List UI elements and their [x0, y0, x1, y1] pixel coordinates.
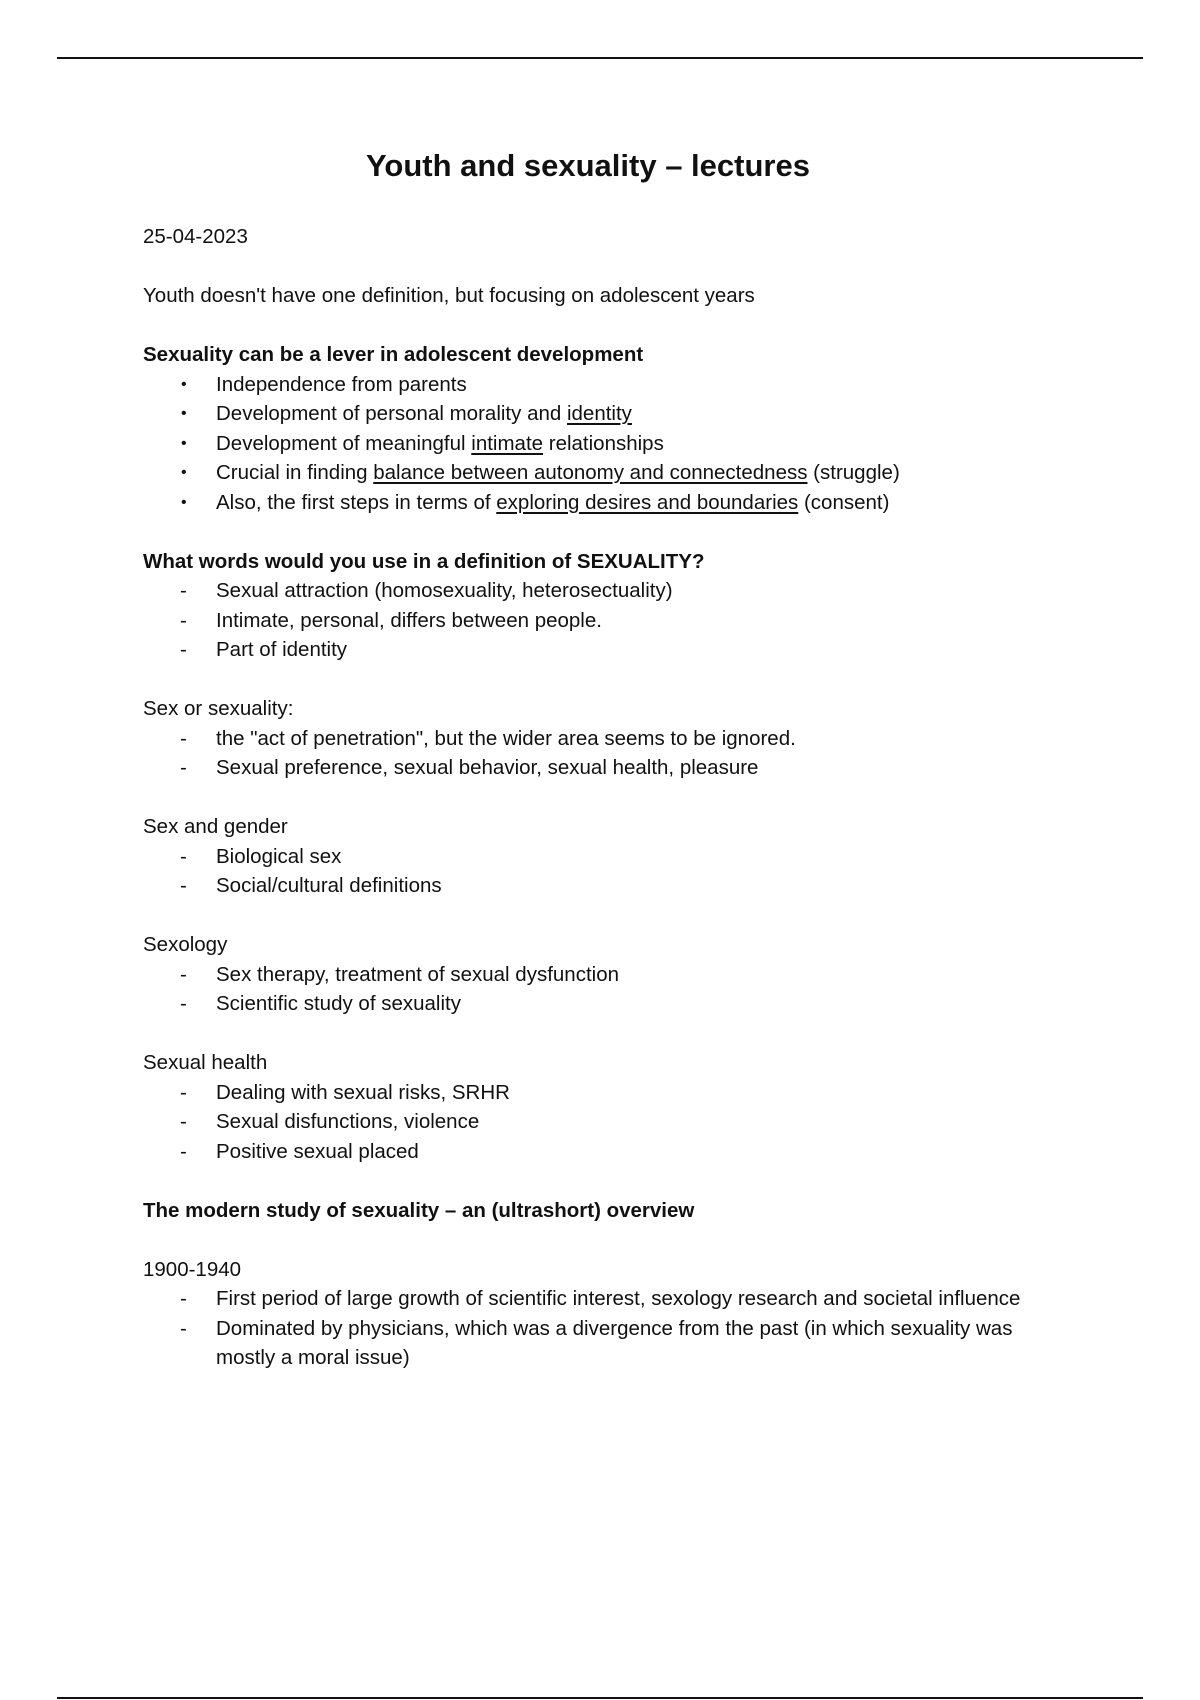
period-heading: 1900-1940	[143, 1257, 242, 1281]
list-item: - Sexual disfunctions, violence	[143, 1107, 1063, 1137]
dash-marker: -	[180, 726, 187, 750]
list-item: • Development of meaningful intimate relationships	[143, 429, 1063, 459]
header-rule	[57, 57, 1143, 59]
lecture-date: 25-04-2023	[143, 225, 248, 248]
list-item: - Sexual attraction (homosexuality, heterosectuality)	[143, 576, 1063, 606]
sexology-heading: Sexology	[143, 933, 228, 956]
underlined-term: balance between autonomy and connectedness	[373, 461, 808, 484]
list-item: • Development of personal morality and identity	[143, 399, 1063, 429]
list-item: - Dealing with sexual risks, SRHR	[143, 1078, 1063, 1108]
underlined-term: exploring desires and boundaries	[496, 490, 799, 514]
dash-marker: -	[180, 992, 187, 1015]
list-item: - Sexual preference, sexual behavior, sexual health, pleasure	[143, 753, 1063, 783]
modern-study-heading: The modern study of sexuality – an (ultrashort) overview	[143, 1198, 695, 1222]
list-item: - First period of large growth of scientific interest, sexology research and societal influence	[143, 1284, 1063, 1314]
definition-heading: What words would you use in a definition of SEXUALITY?	[143, 549, 705, 573]
dash-marker: -	[180, 1080, 187, 1104]
document-title: Youth and sexuality – lectures	[366, 148, 810, 183]
definition-list	[143, 576, 1063, 665]
sex-and-gender-heading: Sex and gender	[143, 815, 288, 838]
list-item: - Social/cultural definitions	[143, 871, 1063, 901]
dash-marker: -	[180, 608, 187, 632]
underlined-term: intimate	[471, 431, 544, 455]
dash-marker: -	[180, 874, 187, 897]
dash-marker: -	[180, 1139, 187, 1163]
dash-marker: -	[180, 579, 187, 602]
list-item: • Also, the first steps in terms of exploring desires and boundaries (consent)	[143, 488, 1063, 518]
list-item: • Independence from parents	[143, 370, 1063, 400]
dash-marker: -	[180, 756, 187, 779]
list-item: - Positive sexual placed	[143, 1137, 1063, 1167]
bullet-marker: •	[181, 493, 187, 511]
sex-and-gender-list	[143, 842, 1063, 901]
dash-marker: -	[180, 1287, 187, 1310]
intro-paragraph: Youth doesn't have one definition, but focusing on adolescent years	[143, 284, 755, 307]
sexology-list	[143, 960, 1063, 1019]
list-item: - Intimate, personal, differs between people.	[143, 606, 1063, 636]
list-item: - Part of identity	[143, 635, 1063, 665]
bullet-marker: •	[181, 434, 187, 452]
bullet-marker: •	[181, 464, 187, 481]
list-item: - Dominated by physicians, which was a divergence from the past (in which sexuality was mostly a moral issue)	[143, 1314, 1063, 1373]
sexual-health-list	[143, 1078, 1063, 1167]
period-list	[143, 1284, 1063, 1373]
list-item: • Crucial in finding balance between autonomy and connectedness (struggle)	[143, 458, 1063, 488]
lever-heading: Sexuality can be a lever in adolescent development	[143, 343, 644, 366]
list-item: - the "act of penetration", but the wider area seems to be ignored.	[143, 724, 1063, 754]
dash-marker: -	[180, 962, 187, 986]
dash-marker: -	[180, 1316, 187, 1340]
document-body	[143, 140, 1063, 1373]
underlined-term: identity	[566, 402, 632, 425]
list-item: - Sex therapy, treatment of sexual dysfunction	[143, 960, 1063, 990]
footer-rule	[57, 1697, 1143, 1699]
lever-list	[143, 370, 1063, 518]
list-item: - Biological sex	[143, 842, 1063, 872]
dash-marker: -	[180, 844, 187, 868]
bullet-marker: •	[181, 405, 187, 422]
sex-or-sexuality-list	[143, 724, 1063, 783]
sex-or-sexuality-heading: Sex or sexuality:	[143, 697, 294, 720]
bullet-marker: •	[181, 375, 187, 393]
dash-marker: -	[180, 1110, 187, 1133]
list-item: - Scientific study of sexuality	[143, 989, 1063, 1019]
sexual-health-heading: Sexual health	[143, 1051, 268, 1074]
dash-marker: -	[180, 638, 187, 661]
